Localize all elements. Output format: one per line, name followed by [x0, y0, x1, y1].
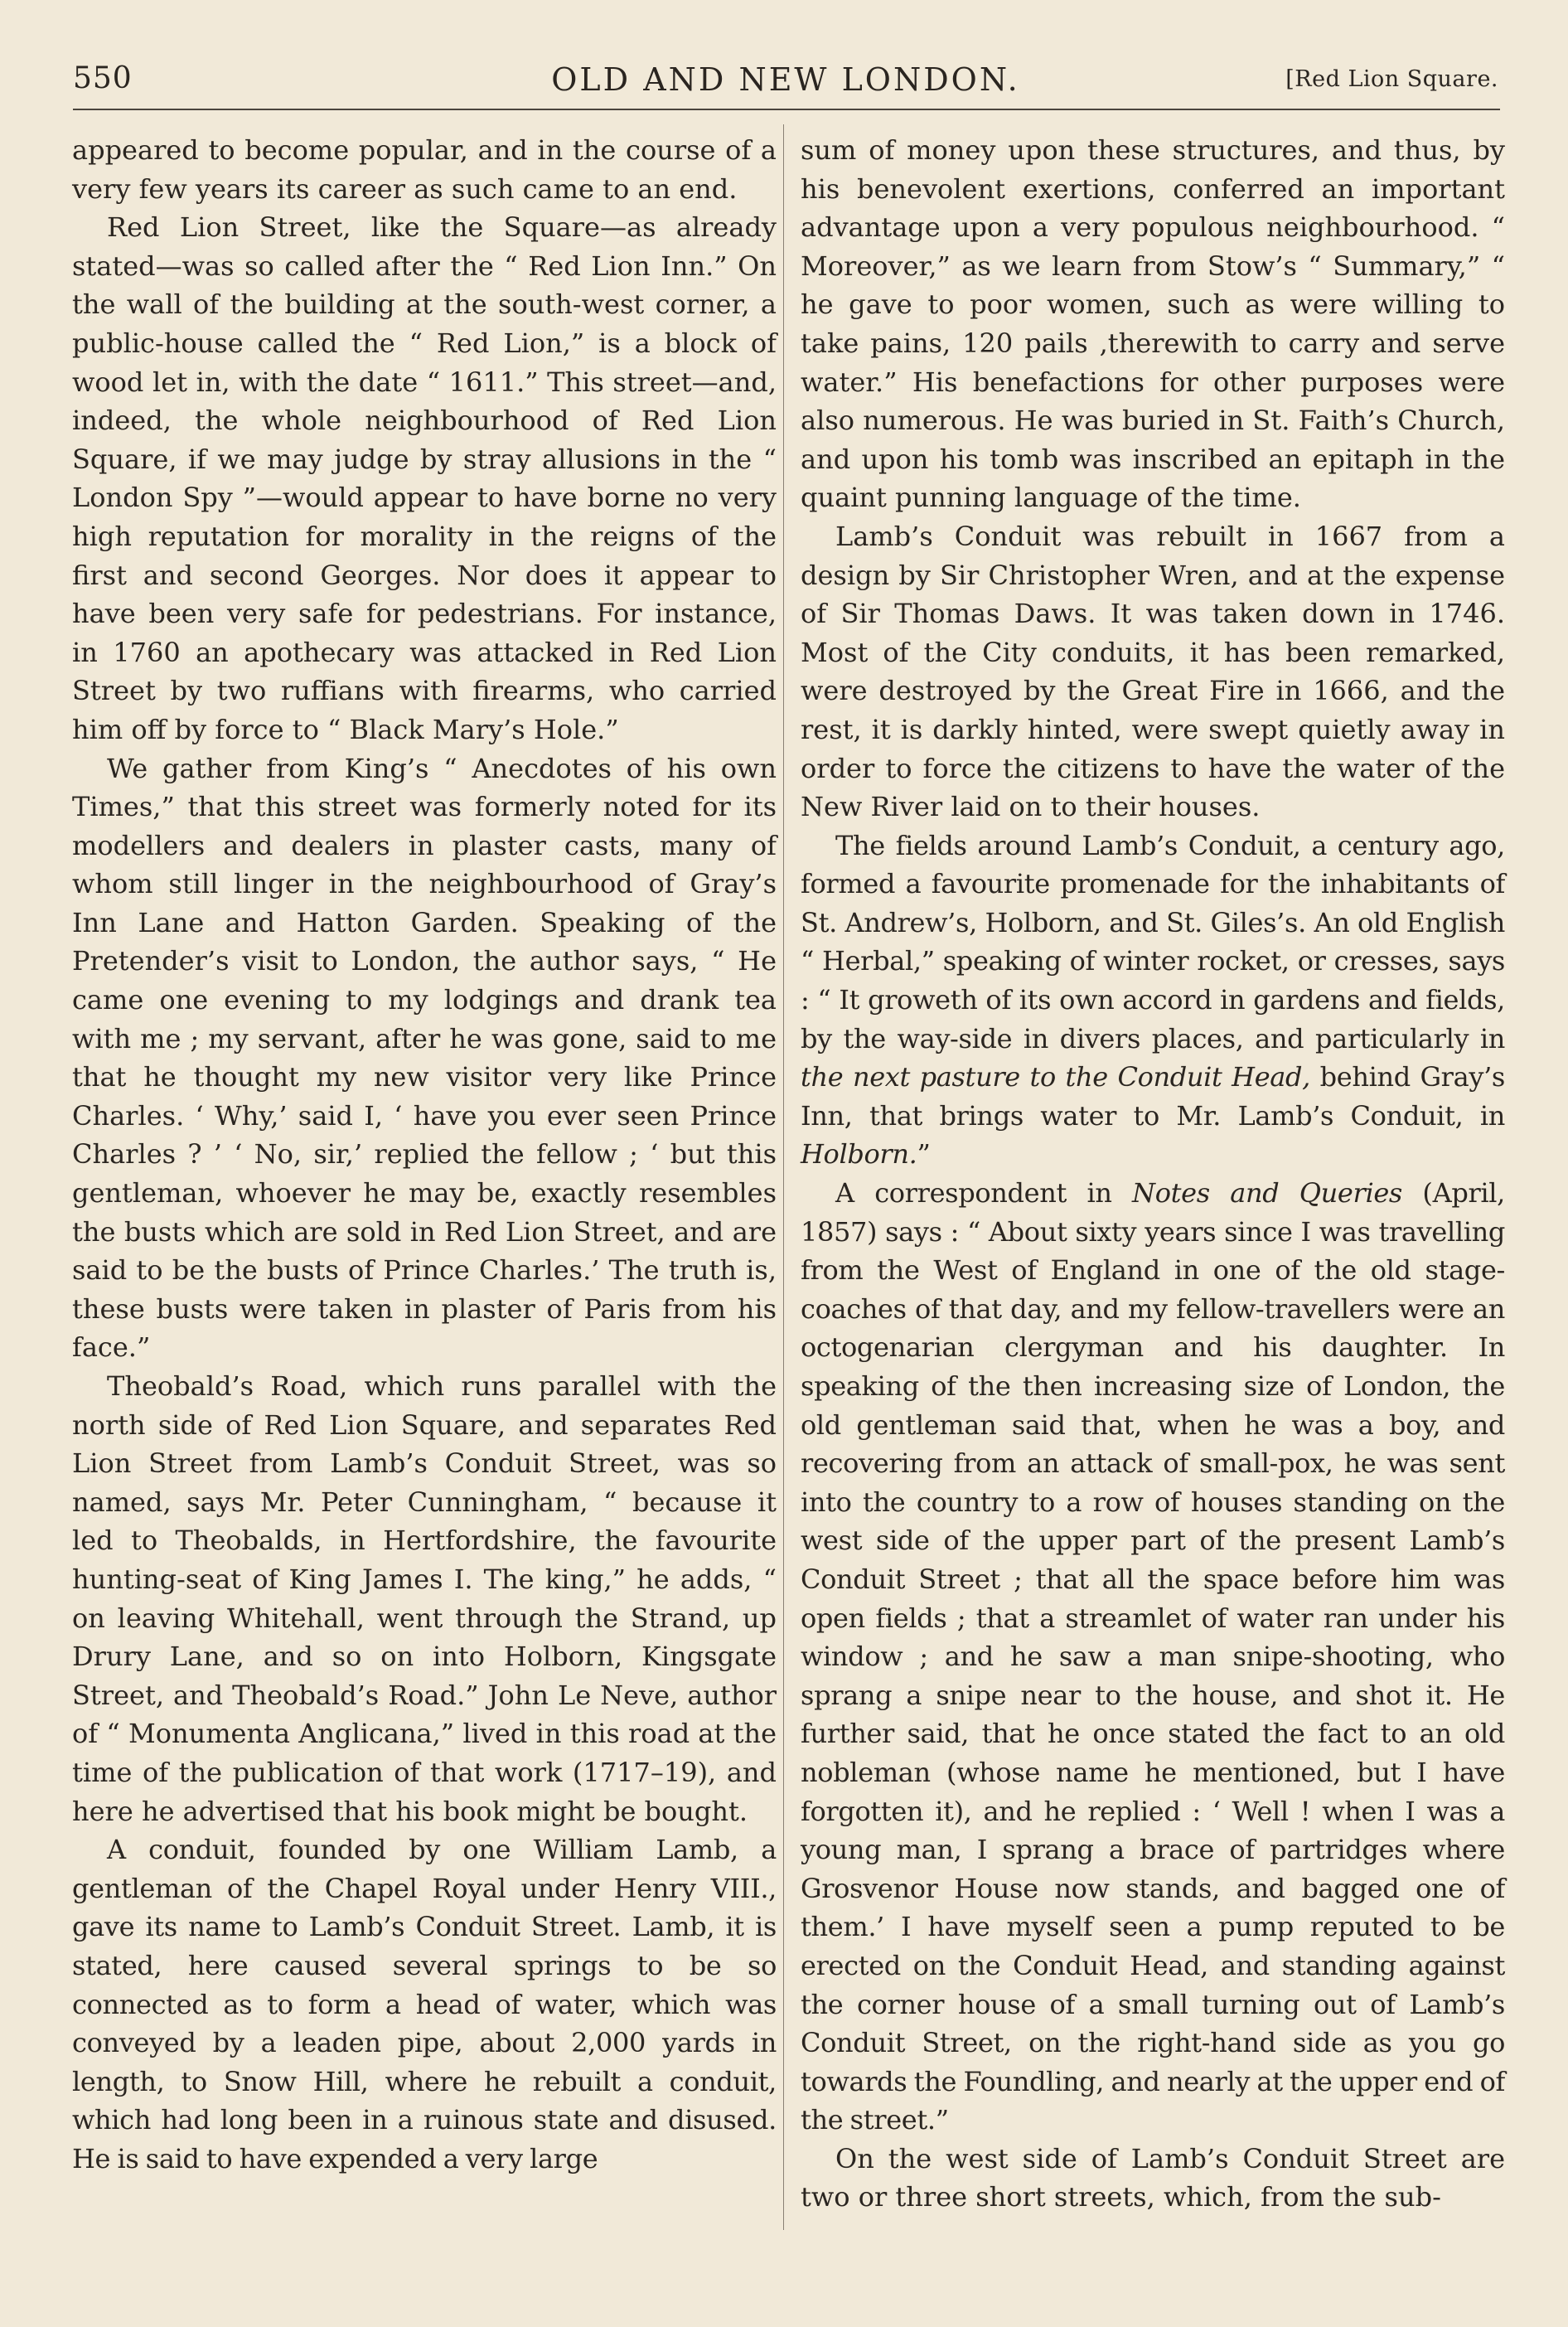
paragraph — [801, 827, 1505, 1174]
column-divider — [783, 124, 784, 2230]
italic-quote: the next pasture to the Conduit Head, — [801, 1061, 1310, 1093]
text-run: ” — [917, 1138, 931, 1171]
paragraph: Theobald’s Road, which runs parallel with the north side of Red Lion Square, and separates Red Lion Street from Lamb’s Conduit Street, was so named, says Mr. Peter Cunningham, “ because it led to Theobalds, in Hertfordshire, the favourite hunting-seat of King James I. The king,” he adds, “ on leaving Whitehall, went through the Strand, up Drury Lane, and so on into Holborn, Kingsgate Street, and Theobald’s Road.” John Le Neve, author of “ Monumenta Anglicana,” lived in this road at the time of the publication of that work (1717–19), and here he advertised that his book might be bought. — [72, 1370, 777, 1827]
paragraph: sum of money upon these structures, and thus, by his benevolent exertions, conferred an important advantage upon a very populous neighbourhood. “ Moreover,” as we learn from Stow’s “ Summary,” “ he gave to poor women, such as were willing to take pains, 120 pails ,therewith to carry and serve water.” His benefactions for other purposes were also numerous. He was buried in St. Faith’s Church, and upon his tomb was inscribed an epitaph in the quaint punning language of the time. — [801, 134, 1505, 514]
paragraph: appeared to become popular, and in the course of a very few years its career as such came to an end. — [72, 134, 777, 205]
running-section: [Red Lion Square. — [1285, 66, 1498, 92]
text-run: A correspondent in — [835, 1177, 1133, 1210]
paragraph: On the west side of Lamb’s Conduit Street are two or three short streets, which, from the sub- — [801, 2142, 1505, 2213]
italic-title: Notes and Queries — [1132, 1177, 1402, 1210]
header-rule — [73, 109, 1500, 110]
paragraph: Lamb’s Conduit was rebuilt in 1667 from a design by Sir Christopher Wren, and at the expense of Sir Thomas Daws. It was taken down in 1746. Most of the City conduits, it has been remarked, were destroyed by the Great Fire in 1666, and the rest, it is darkly hinted, were swept quietly away in order to force the citizens to have the water of the New River laid on to their houses. — [801, 520, 1505, 823]
text-run: behind Gray’s Inn, that brings water to Mr. Lamb’s Conduit, in — [801, 1061, 1505, 1132]
right-column — [801, 131, 1505, 2217]
paragraph: We gather from King’s “ Anecdotes of his own Times,” that this street was formerly noted for its modellers and dealers in plaster casts, many of whom still linger in the neighbourhood of Gray’s Inn Lane and Hatton Garden. Speaking of the Pretender’s visit to London, the author says, “ He came one evening to my lodgings and drank tea with me ; my servant, after he was gone, said to me that he thought my new visitor very like Prince Charles. ‘ Why,’ said I, ‘ have you ever seen Prince Charles ? ’ ‘ No, sir,’ replied the fellow ; ‘ but this gentleman, whoever he may be, exactly resembles the busts which are sold in Red Lion Street, and are said to be the busts of Prince Charles.’ The truth is, these busts were taken in plaster of Paris from his face.” — [72, 752, 777, 1364]
running-title: OLD AND NEW LONDON. — [551, 61, 1020, 98]
text-run: The fields around Lamb’s Conduit, a century ago, formed a favourite promenade for the inhabitants of St. Andrew’s, Holborn, and St. Giles’s. An old English “ Herbal,” speaking of winter rocket, or cresses, says : “ It groweth of its own accord in gardens and fields, by the way-side in divers places, and particularly in — [801, 829, 1505, 1054]
page-number: 550 — [73, 61, 133, 95]
paragraph: Red Lion Street, like the Square—as already stated—was so called after the “ Red Lion Inn.” On the wall of the building at the south-west corner, a public-house called the “ Red Lion,” is a block of wood let in, with the date “ 1611.” This street—and, indeed, the whole neighbourhood of Red Lion Square, if we may judge by stray allusions in the “ London Spy ”—would appear to have borne no very high reputation for morality in the reigns of the first and second Georges. Nor does it appear to have been very safe for pedestrians. For instance, in 1760 an apothecary was attacked in Red Lion Street by two ruffians with firearms, who carried him off by force to “ Black Mary’s Hole.” — [72, 211, 777, 745]
text-run: (April, 1857) says : “ About sixty years since I was travelling from the West of England in one of the old stage-coaches of that day, and my fellow-travellers were an octogenarian clergyman and his daughter. In speaking of the then increasing size of London, the old gentleman said that, when he was a boy, and recovering from an attack of small-pox, he was sent into the country to a row of houses standing on the west side of the upper part of the present Lamb’s Conduit Street ; that all the space before him was open fields ; that a streamlet of water ran under his window ; and he saw a man snipe-shooting, who sprang a snipe near to the house, and shot it. He further said, that he once stated the fact to an old nobleman (whose name he mentioned, but I have forgotten it), and he replied : ‘ Well ! when I was a young man, I sprang a brace of partridges where Grosvenor House now stands, and bagged one of them.’ I have myself seen a pump reputed to be erected on the Conduit Head, and standing against the corner house of a small turning out of Lamb’s Conduit Street, on the right-hand side as you go towards the Foundling, and nearly at the upper end of the street.” — [801, 1177, 1505, 2136]
paragraph: A conduit, founded by one William Lamb, a gentleman of the Chapel Royal under Henry VIII., gave its name to Lamb’s Conduit Street. Lamb, it is stated, here caused several springs to be so connected as to form a head of water, which was conveyed by a leaden pipe, about 2,000 yards in length, to Snow Hill, where he rebuilt a conduit, which had long been in a ruinous state and disused. He is said to have expended a very large — [72, 1834, 777, 2174]
page-header — [73, 61, 1498, 114]
italic-place: Holborn. — [801, 1138, 917, 1171]
paragraph — [801, 1174, 1505, 2140]
left-column — [72, 131, 777, 2178]
